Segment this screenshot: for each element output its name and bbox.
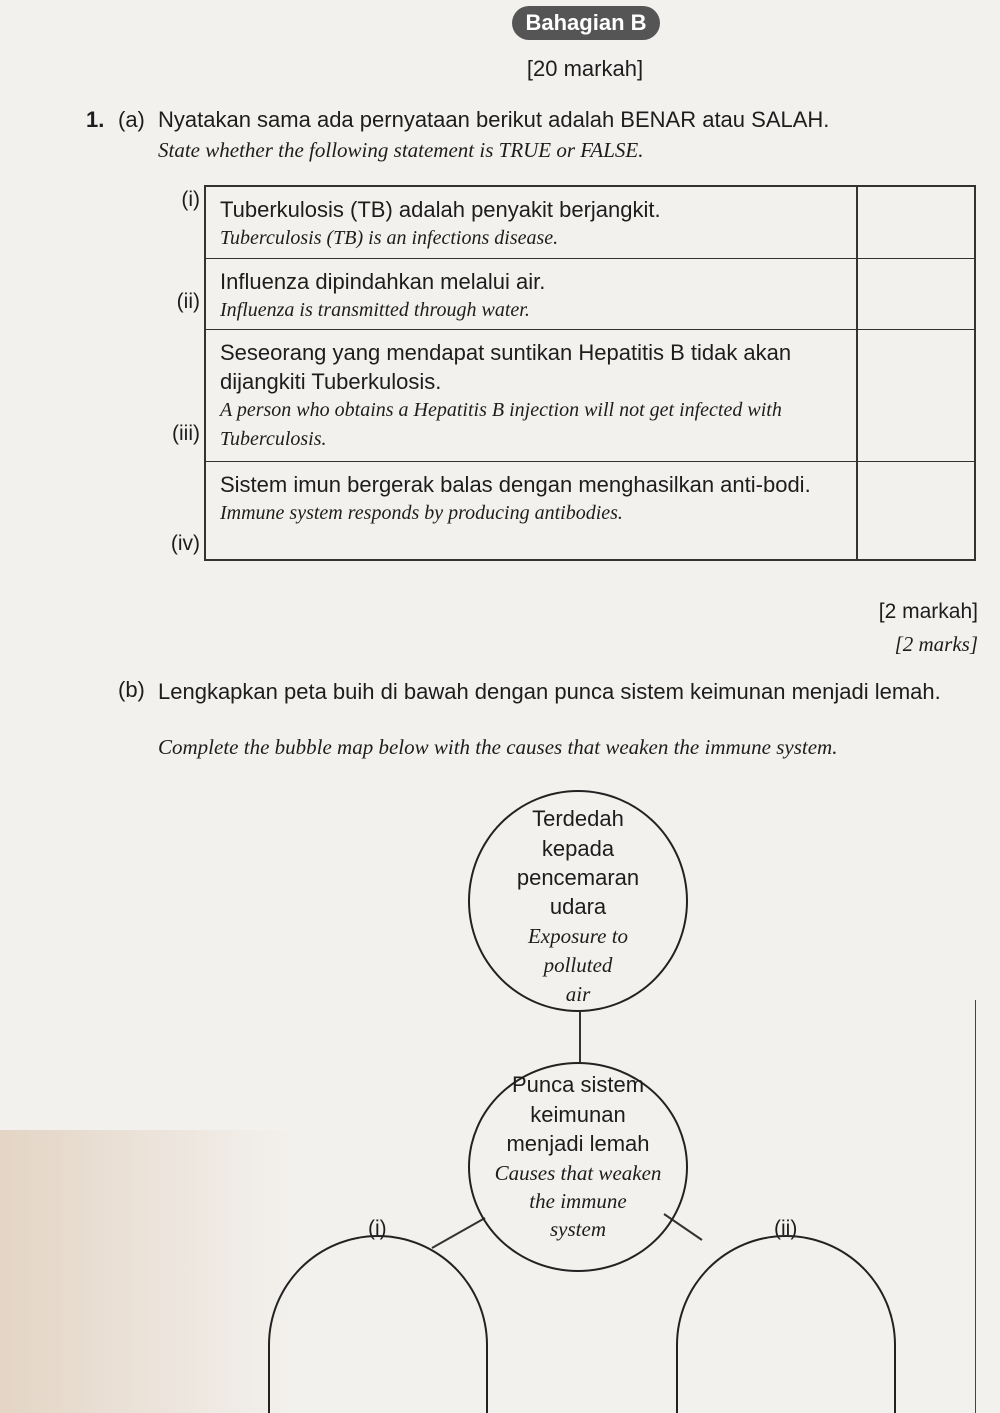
center-bubble-line: keimunan: [530, 1102, 626, 1127]
section-marks: [20 markah]: [526, 56, 644, 81]
part-b-label: (b): [118, 677, 145, 702]
center-bubble-line-en: system: [550, 1217, 606, 1241]
row-number: (iii): [172, 422, 200, 445]
statement-en: A person who obtains a Hepatitis B injection will not get infected with Tuberculosis.: [220, 399, 782, 450]
part-a-marks-en: [2 marks]: [894, 632, 978, 656]
statement-ms: Seseorang yang mendapat suntikan Hepatitis B tidak akan dijangkiti Tuberkulosis.: [220, 340, 792, 394]
center-bubble-line-en: Causes that weaken: [494, 1161, 662, 1185]
statement-en: Immune system responds by producing antibodies.: [220, 502, 623, 524]
top-bubble-line: pencemaran: [516, 865, 640, 890]
statement-ms: Sistem imun bergerak balas dengan menghasilkan anti-bodi.: [220, 472, 811, 497]
top-bubble-line: Terdedah: [532, 806, 624, 831]
top-bubble-line-en: Exposure to: [527, 924, 629, 948]
statement-en: Influenza is transmitted through water.: [220, 299, 530, 321]
top-bubble-line: udara: [549, 894, 607, 919]
row-number: (iv): [170, 532, 200, 555]
part-a-marks-ms: [2 markah]: [878, 600, 978, 623]
question-number: 1.: [86, 107, 105, 132]
blank-i-label: (i): [368, 1217, 387, 1240]
part-b-instruction-en: Complete the bubble map below with the causes that weaken the immune system.: [158, 735, 838, 759]
statement-ms: Influenza dipindahkan melalui air.: [220, 269, 546, 294]
row-number: (i): [181, 188, 200, 211]
top-bubble-line: kepada: [541, 836, 615, 861]
center-bubble: [468, 1062, 688, 1272]
center-bubble-line: Punca sistem: [511, 1072, 645, 1097]
center-bubble-line: menjadi lemah: [506, 1131, 650, 1156]
part-a-instruction-ms: Nyatakan sama ada pernyataan berikut adalah BENAR atau SALAH.: [158, 107, 830, 132]
statement-en: Tuberculosis (TB) is an infections disease.: [220, 227, 559, 249]
center-bubble-line-en: the immune: [529, 1189, 627, 1213]
blank-ii-label: (ii): [774, 1217, 798, 1240]
statement-ms: Tuberkulosis (TB) adalah penyakit berjangkit.: [220, 197, 661, 222]
top-bubble-line-en: air: [565, 982, 591, 1006]
part-a-instruction-en: State whether the following statement is TRUE or FALSE.: [158, 138, 644, 162]
part-b-instruction-ms: Lengkapkan peta buih di bawah dengan punca sistem keimunan menjadi lemah.: [158, 679, 941, 704]
row-number: (ii): [176, 290, 200, 313]
section-title: Bahagian B: [512, 6, 660, 40]
top-bubble-line-en: polluted: [543, 953, 613, 977]
top-bubble: [468, 790, 688, 1012]
part-a-label: (a): [118, 107, 145, 132]
